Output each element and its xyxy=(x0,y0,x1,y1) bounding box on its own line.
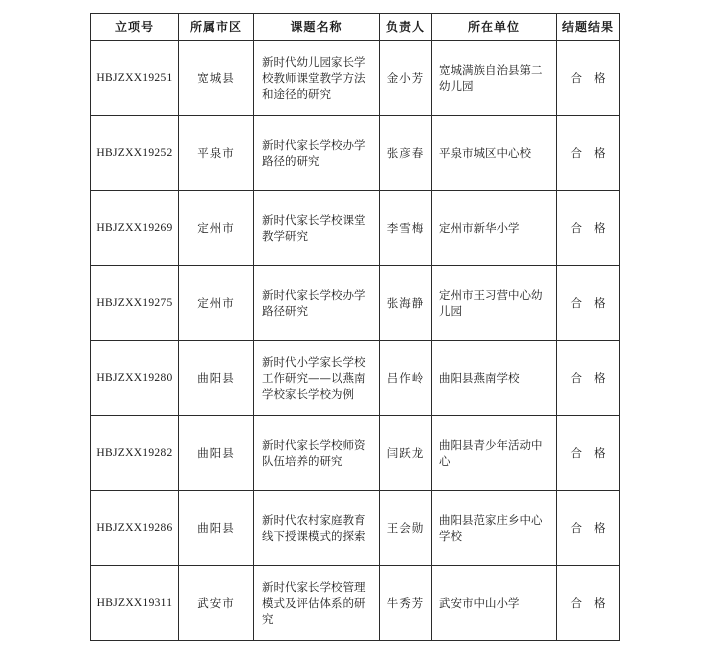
cell-title: 新时代家长学校办学路径的研究 xyxy=(254,116,380,191)
cell-unit: 宽城满族自治县第二幼儿园 xyxy=(432,41,557,116)
cell-unit: 曲阳县燕南学校 xyxy=(432,341,557,416)
results-table xyxy=(90,13,620,641)
result-text: 合格 xyxy=(570,71,618,85)
cell-unit: 定州市新华小学 xyxy=(432,191,557,266)
cell-result xyxy=(557,416,620,491)
cell-id: HBJZXX19311 xyxy=(91,566,179,641)
cell-result xyxy=(557,341,620,416)
header-result: 结题结果 xyxy=(557,14,620,41)
cell-region: 武安市 xyxy=(179,566,254,641)
header-row xyxy=(91,14,620,41)
result-text: 合格 xyxy=(570,521,618,535)
cell-leader: 李雪梅 xyxy=(380,191,432,266)
cell-title: 新时代家长学校师资队伍培养的研究 xyxy=(254,416,380,491)
cell-id: HBJZXX19251 xyxy=(91,41,179,116)
result-text: 合格 xyxy=(570,221,618,235)
cell-unit: 曲阳县范家庄乡中心学校 xyxy=(432,491,557,566)
header-unit: 所在单位 xyxy=(432,14,557,41)
cell-id: HBJZXX19269 xyxy=(91,191,179,266)
cell-leader: 吕作岭 xyxy=(380,341,432,416)
cell-id: HBJZXX19275 xyxy=(91,266,179,341)
table-row xyxy=(91,191,620,266)
header-title: 课题名称 xyxy=(254,14,380,41)
cell-title: 新时代农村家庭教育线下授课模式的探索 xyxy=(254,491,380,566)
table-row xyxy=(91,566,620,641)
cell-leader: 闫跃龙 xyxy=(380,416,432,491)
cell-leader: 王会勋 xyxy=(380,491,432,566)
cell-title: 新时代家长学校管理模式及评估体系的研究 xyxy=(254,566,380,641)
cell-unit: 平泉市城区中心校 xyxy=(432,116,557,191)
header-leader: 负责人 xyxy=(380,14,432,41)
cell-region: 曲阳县 xyxy=(179,341,254,416)
cell-id: HBJZXX19286 xyxy=(91,491,179,566)
header-region: 所属市区 xyxy=(179,14,254,41)
cell-result xyxy=(557,266,620,341)
result-text: 合格 xyxy=(570,371,618,385)
cell-id: HBJZXX19280 xyxy=(91,341,179,416)
cell-unit: 定州市王习营中心幼儿园 xyxy=(432,266,557,341)
table-row xyxy=(91,266,620,341)
result-text: 合格 xyxy=(570,446,618,460)
cell-region: 定州市 xyxy=(179,191,254,266)
table-row xyxy=(91,491,620,566)
cell-result xyxy=(557,491,620,566)
cell-title: 新时代小学家长学校工作研究——以燕南学校家长学校为例 xyxy=(254,341,380,416)
cell-region: 宽城县 xyxy=(179,41,254,116)
cell-unit: 曲阳县青少年活动中心 xyxy=(432,416,557,491)
cell-leader: 张海静 xyxy=(380,266,432,341)
result-text: 合格 xyxy=(570,296,618,310)
cell-result xyxy=(557,116,620,191)
cell-result xyxy=(557,191,620,266)
cell-title: 新时代家长学校课堂教学研究 xyxy=(254,191,380,266)
cell-unit: 武安市中山小学 xyxy=(432,566,557,641)
cell-leader: 牛秀芳 xyxy=(380,566,432,641)
cell-leader: 张彦春 xyxy=(380,116,432,191)
result-text: 合格 xyxy=(570,596,618,610)
cell-id: HBJZXX19282 xyxy=(91,416,179,491)
cell-region: 曲阳县 xyxy=(179,416,254,491)
table-row xyxy=(91,116,620,191)
table-row xyxy=(91,416,620,491)
table-row xyxy=(91,341,620,416)
cell-id: HBJZXX19252 xyxy=(91,116,179,191)
cell-leader: 金小芳 xyxy=(380,41,432,116)
cell-region: 平泉市 xyxy=(179,116,254,191)
table-row xyxy=(91,41,620,116)
cell-region: 曲阳县 xyxy=(179,491,254,566)
cell-region: 定州市 xyxy=(179,266,254,341)
cell-title: 新时代家长学校办学路径研究 xyxy=(254,266,380,341)
cell-result xyxy=(557,41,620,116)
header-id: 立项号 xyxy=(91,14,179,41)
result-text: 合格 xyxy=(570,146,618,160)
cell-title: 新时代幼儿园家长学校教师课堂教学方法和途径的研究 xyxy=(254,41,380,116)
cell-result xyxy=(557,566,620,641)
